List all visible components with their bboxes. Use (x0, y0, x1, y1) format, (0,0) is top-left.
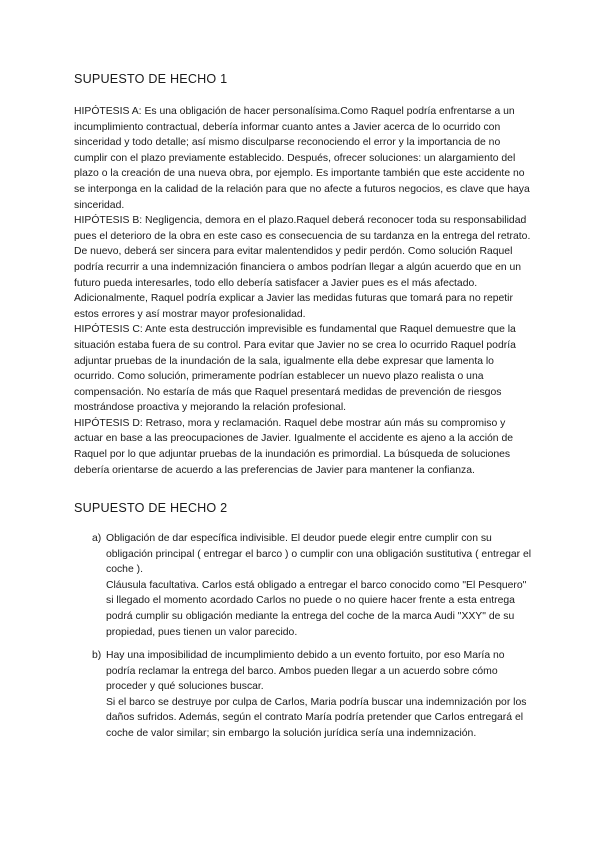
list-item-b (92, 648, 534, 742)
list-item-a (92, 531, 534, 640)
hypothesis-b: HIPÓTESIS B: Negligencia, demora en el plazo.Raquel deberá reconocer toda su responsabilidad pues el deterioro de la obra en este caso es consecuencia de su tardanza en la entrega del retrato. De nuevo, deberá ser sincera para evitar malentendidos y pedir perdón. Como solución Raquel podría recurrir a una indemnización financiera o ambos podrían llegar a algún acuerdo que en un futuro pueda interesarles, todo ello debería satisfacer a Javier pues es el más afectado. Adicionalmente, Raquel podría explicar a Javier las medidas futuras que tomará para no repetir estos errores y así mostrar mayor profesionalidad. (74, 215, 531, 320)
section2-title: SUPUESTO DE HECHO 2 (74, 501, 228, 515)
item-a-paragraph-1: Obligación de dar específica indivisible. El deudor puede elegir entre cumplir con su obligación principal ( entregar el barco ) o cumplir con una obligación sustitutiva ( entregar el coche ). (106, 533, 532, 576)
item-b-paragraph-1: Hay una imposibilidad de incumplimiento debido a un evento fortuito, por eso María no podría reclamar la entrega del barco. Ambos pueden llegar a un acuerdo sobre cómo proceder y qué soluciones buscar. (106, 650, 505, 693)
item-b-paragraph-2: Si el barco se destruye por culpa de Carlos, Maria podría buscar una indemnización por los daños sufridos. Además, según el contrato María podría pretender que Carlos entregará el coche de valor similar; sin embargo la solución jurídica sería una indemnización. (106, 696, 527, 739)
section1-title: SUPUESTO DE HECHO 1 (74, 72, 228, 86)
list-marker: a) (92, 533, 102, 544)
hypothesis-d: HIPÓTESIS D: Retraso, mora y reclamación. Raquel debe mostrar aún más su compromiso y actuar en base a las preocupaciones de Javier. Igualmente el accidente es ajeno a la acción de Raquel por lo que adjuntar pruebas de la inundación es primordial. La búsqueda de soluciones debería orientarse de acuerdo a las preferencias de Javier para mantener la confianza. (74, 417, 514, 476)
hypothesis-a: HIPÓTESIS A: Es una obligación de hacer personalísima.Como Raquel podría enfrentarse a un incumplimiento contractual, debería informar cuanto antes a Javier acerca de lo ocurrido con sinceridad y todo detalle; así mismo disculparse reconociendo el error y la importancia de no cumplir con el plazo previamente establecido. Después, ofrecer soluciones: un alargamiento del plazo o la creación de una nueva obra, por ejemplo. Es importante también que este accidente no se interponga en la calidad de la relación para que no afecte a futuros negocios, es clave que haya sinceridad. (74, 106, 530, 211)
section1-body (74, 104, 536, 478)
hypothesis-c: HIPÓTESIS C: Ante esta destrucción imprevisible es fundamental que Raquel demuestre que la situación estaba fuera de su control. Para evitar que Javier no se crea lo ocurrido Raquel podría adjuntar pruebas de la inundación de la sala, igualmente ella debe expresar que lamenta lo ocurrido. Como solución, primeramente podrían establecer un nuevo plazo realista o una compensación. No estaría de más que Raquel presentará medidas de prevención de riesgos mostrándose proactiva y mejorando la relación profesional. (74, 324, 516, 414)
list-marker: b) (92, 650, 102, 661)
item-a-paragraph-2: Cláusula facultativa. Carlos está obligado a entregar el barco conocido como "El Pesquero" si llegado el momento acordado Carlos no puede o no quiere hacer frente a esta entrega podrá cumplir su obligación mediante la entrega del coche de la marca Audi "XXY" de su propiedad, pues tienen un valor parecido. (106, 579, 527, 638)
